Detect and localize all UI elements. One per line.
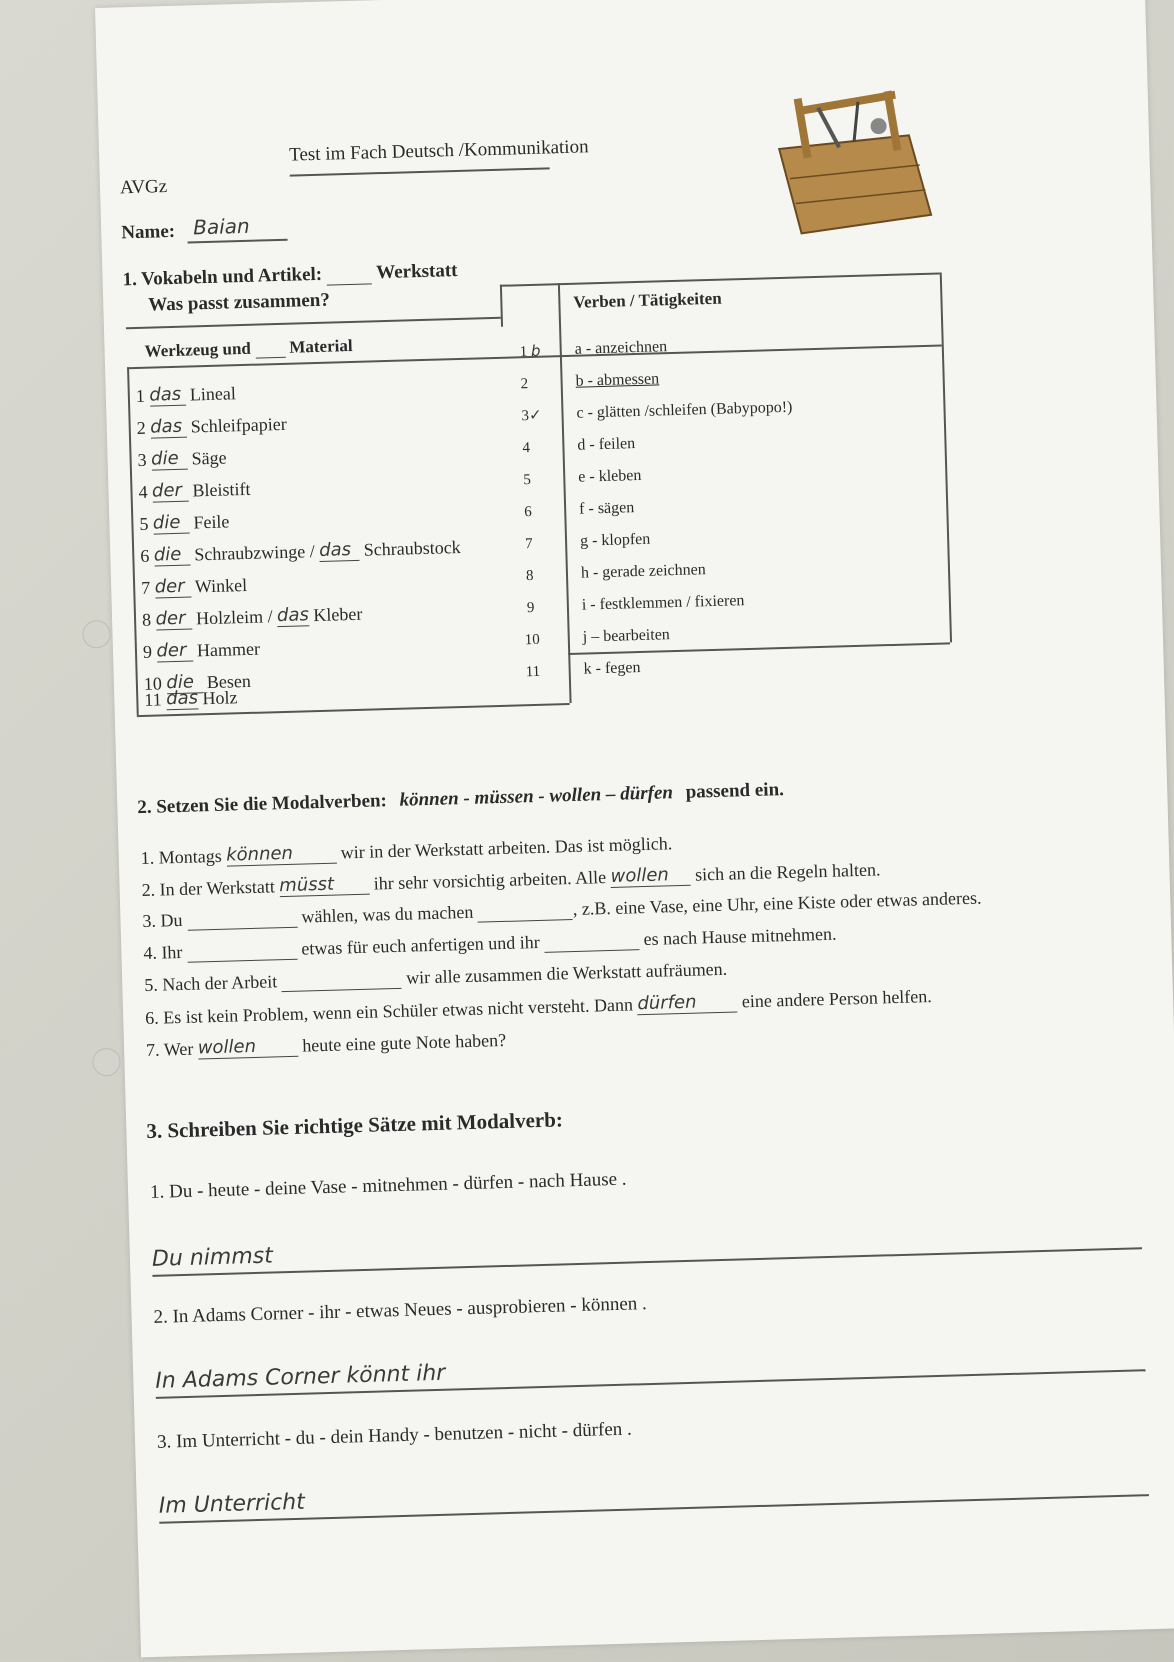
- sentence-text: wir alle zusammen die Werkstatt aufräumen.: [405, 958, 728, 988]
- vocab-item: [140, 536, 461, 567]
- left-header-blank: [255, 357, 285, 359]
- fill-blank[interactable]: [478, 919, 573, 923]
- answer-number: 10: [524, 631, 541, 649]
- answer-cell[interactable]: [525, 534, 533, 553]
- school-name: AVGz: [119, 176, 168, 199]
- section1-title: [122, 260, 457, 291]
- item-number: 11: [144, 689, 162, 710]
- answer-number: 11: [525, 663, 541, 681]
- item-number: 4: [138, 481, 148, 502]
- item-number: 5: [139, 513, 149, 534]
- verb-item: k - fegen: [583, 659, 641, 678]
- worksheet: [95, 0, 1174, 1657]
- sentence-text: es nach Hause mitnehmen.: [643, 923, 837, 950]
- item-number: 6: [140, 545, 150, 566]
- fill-blank[interactable]: [282, 988, 402, 992]
- answer-cell[interactable]: [527, 598, 535, 617]
- item-article: der: [152, 480, 189, 503]
- title-underline: [290, 167, 550, 176]
- item-article: das: [150, 416, 187, 439]
- item-word: Winkel: [194, 574, 248, 597]
- item-article: die: [153, 512, 190, 535]
- test-title: Test im Fach Deutsch /Kommunikation: [288, 136, 589, 166]
- exercise3-question-1: 1. Du - heute - deine Vase - mitnehmen - dürfen - nach Hause .: [149, 1168, 627, 1203]
- item-article: das: [165, 687, 199, 710]
- section2-title: [137, 779, 784, 819]
- table-top-left: [126, 317, 501, 329]
- item-word: Lineal: [189, 383, 237, 405]
- vocab-item: [139, 510, 230, 535]
- item-article: der: [154, 576, 191, 599]
- item-word: Schleifpapier: [190, 413, 287, 437]
- item-article: das: [149, 384, 186, 407]
- exercise2-sentence-1: [140, 832, 672, 869]
- sentence-text: wählen, was du machen: [301, 901, 474, 927]
- exercise3-answer-1[interactable]: Du nimmst: [151, 1243, 274, 1272]
- exercise3-question-3: 3. Im Unterricht - du - dein Handy - benutzen - nicht - dürfen .: [156, 1418, 633, 1453]
- item-word: Bleistift: [192, 478, 251, 501]
- item-article: der: [155, 608, 192, 631]
- item-number: 8: [141, 609, 152, 630]
- fill-blank[interactable]: wollen: [198, 1035, 299, 1060]
- item-word-2: Kleber: [313, 603, 363, 626]
- item-article: der: [156, 640, 193, 663]
- section2-title-end: passend ein.: [685, 779, 785, 803]
- left-column-header: [144, 336, 353, 362]
- answer-number: 6: [524, 504, 532, 521]
- sentence-text: , z.B. eine Vase, eine Uhr, eine Kiste oder etwas anderes.: [572, 887, 982, 920]
- section1-subtitle: Was passt zusammen?: [148, 289, 331, 316]
- name-underline: [188, 239, 288, 243]
- table-divider-left: [500, 285, 503, 327]
- fill-blank[interactable]: dürfen: [637, 990, 738, 1015]
- section1-title-blank: [327, 283, 372, 285]
- fill-blank[interactable]: [187, 959, 297, 963]
- sentence-text: eine andere Person helfen.: [741, 986, 933, 1012]
- answer-number: 5: [523, 472, 532, 489]
- item-number: 9: [142, 641, 153, 662]
- table-right-border: [940, 272, 952, 642]
- answer-number: 8: [525, 567, 534, 585]
- answer-number: 9: [526, 599, 535, 617]
- vocab-item: [143, 638, 261, 663]
- verb-item: f - sägen: [578, 499, 635, 518]
- vocab-item: [137, 447, 227, 471]
- left-header-b: Material: [289, 335, 353, 357]
- answer-cell[interactable]: [522, 438, 530, 457]
- answer-cell[interactable]: [524, 502, 532, 521]
- sentence-text: 7. Wer: [145, 1038, 194, 1060]
- verb-item: b - abmessen: [575, 370, 660, 390]
- punch-hole-bottom: [92, 1048, 121, 1077]
- answer-number: 2: [520, 376, 529, 393]
- item-article: die: [151, 448, 188, 471]
- item-number: 1: [135, 385, 146, 407]
- answer-number: 1: [519, 344, 528, 361]
- exercise2-sentence-4: [143, 924, 837, 964]
- vocab-item: [136, 382, 237, 407]
- verb-item: a - anzeichnen: [574, 338, 668, 358]
- answer-number: 4: [522, 440, 531, 457]
- answer-cell[interactable]: [523, 470, 531, 489]
- sentence-text: etwas für euch anfertigen und ihr: [301, 931, 540, 959]
- item-article: die: [166, 671, 203, 694]
- answer-line-1: [152, 1247, 1142, 1276]
- verb-item: h - gerade zeichnen: [580, 561, 706, 582]
- answer-value: b: [530, 341, 541, 360]
- item-word: Schraubzwinge /: [194, 541, 315, 565]
- item-article-2: das: [276, 604, 310, 627]
- fill-blank[interactable]: können: [226, 842, 337, 867]
- vocab-item: [138, 478, 251, 503]
- answer-cell[interactable]: [519, 342, 540, 362]
- sentence-text: 3. Du: [142, 909, 183, 932]
- item-number: 10: [143, 673, 163, 694]
- verb-item: g - klopfen: [579, 530, 651, 550]
- sentence-text: 4. Ihr: [143, 941, 183, 964]
- answer-cell[interactable]: [526, 566, 534, 585]
- section2-modal-verbs: können - müssen - wollen – dürfen: [399, 782, 674, 811]
- section1-title-topic: Werkstatt: [375, 259, 458, 284]
- answer-line-3: [159, 1494, 1149, 1523]
- item-word: Holzleim /: [195, 606, 273, 629]
- exercise2-sentence-5: [144, 959, 727, 996]
- name-value: Baian: [192, 213, 250, 240]
- item-article-2: das: [319, 539, 360, 562]
- sentence-text: 2. In der Werkstatt: [141, 876, 276, 901]
- sentence-text: sich an die Regeln halten.: [694, 859, 881, 885]
- toolbox-illustration: [758, 84, 952, 239]
- item-word: Besen: [206, 670, 252, 693]
- answer-value: ✓: [528, 405, 542, 425]
- vocab-item: [142, 603, 363, 631]
- name-label: Name:: [120, 220, 176, 244]
- answer-cell[interactable]: [520, 374, 528, 393]
- item-number: 2: [136, 417, 147, 438]
- left-header-a: Werkzeug und: [144, 338, 252, 361]
- fill-blank[interactable]: müsst: [279, 873, 370, 898]
- vocab-item: [144, 686, 238, 711]
- answer-number: 3: [521, 408, 530, 425]
- exercise3-answer-3[interactable]: Im Unterricht: [158, 1489, 306, 1519]
- exercise3-question-2: 2. In Adams Corner - ihr - etwas Neues - ausprobieren - können .: [153, 1293, 648, 1328]
- verb-item: i - festklemmen / fixieren: [581, 592, 745, 614]
- answer-number: 7: [524, 535, 533, 553]
- vocab-item: [136, 413, 287, 439]
- item-word: Holz: [202, 687, 238, 709]
- verb-item: d - feilen: [577, 435, 636, 454]
- verb-item: j – bearbeiten: [582, 626, 671, 646]
- section3-title: 3. Schreiben Sie richtige Sätze mit Modalverb:: [146, 1107, 564, 1143]
- right-column-header: Verben / Tätigkeiten: [573, 288, 722, 312]
- fill-blank[interactable]: [187, 927, 297, 931]
- vocab-item: [141, 574, 248, 599]
- section2-title-text: 2. Setzen Sie die Modalverben:: [137, 790, 388, 819]
- sentence-text: ihr sehr vorsichtig arbeiten. Alle: [373, 867, 607, 894]
- answer-cell[interactable]: [521, 406, 542, 426]
- fill-blank[interactable]: wollen: [610, 864, 691, 888]
- exercise2-sentence-7: [146, 1029, 507, 1061]
- verb-item: e - kleben: [578, 466, 642, 486]
- item-word: Feile: [193, 511, 230, 533]
- punch-hole-top: [82, 620, 111, 649]
- item-number: 3: [137, 449, 147, 470]
- item-number: 7: [140, 577, 151, 598]
- item-word: Säge: [191, 447, 227, 469]
- answer-cell[interactable]: [525, 630, 541, 649]
- sentence-text: heute eine gute Note haben?: [301, 1029, 507, 1056]
- fill-blank[interactable]: [544, 949, 639, 953]
- item-article: die: [154, 544, 191, 567]
- sentence-text: 6. Es ist kein Problem, wenn ein Schüler etwas nicht versteht. Dann: [144, 994, 634, 1028]
- section1-title-text: 1. Vokabeln und Artikel:: [122, 263, 323, 291]
- exercise3-answer-2[interactable]: In Adams Corner könnt ihr: [155, 1360, 446, 1394]
- verb-item: c - glätten /schleifen (Babypopo!): [576, 398, 793, 422]
- item-word: Hammer: [196, 638, 261, 661]
- item-word-2: Schraubstock: [363, 537, 461, 560]
- sentence-text: 5. Nach der Arbeit: [144, 971, 278, 996]
- table-top-right: [500, 273, 940, 287]
- sentence-text: 1. Montags: [140, 845, 223, 869]
- sentence-text: wir in der Werkstatt arbeiten. Das ist möglich.: [340, 833, 673, 863]
- table-divider-answers: [558, 283, 571, 703]
- answer-cell[interactable]: [525, 662, 540, 681]
